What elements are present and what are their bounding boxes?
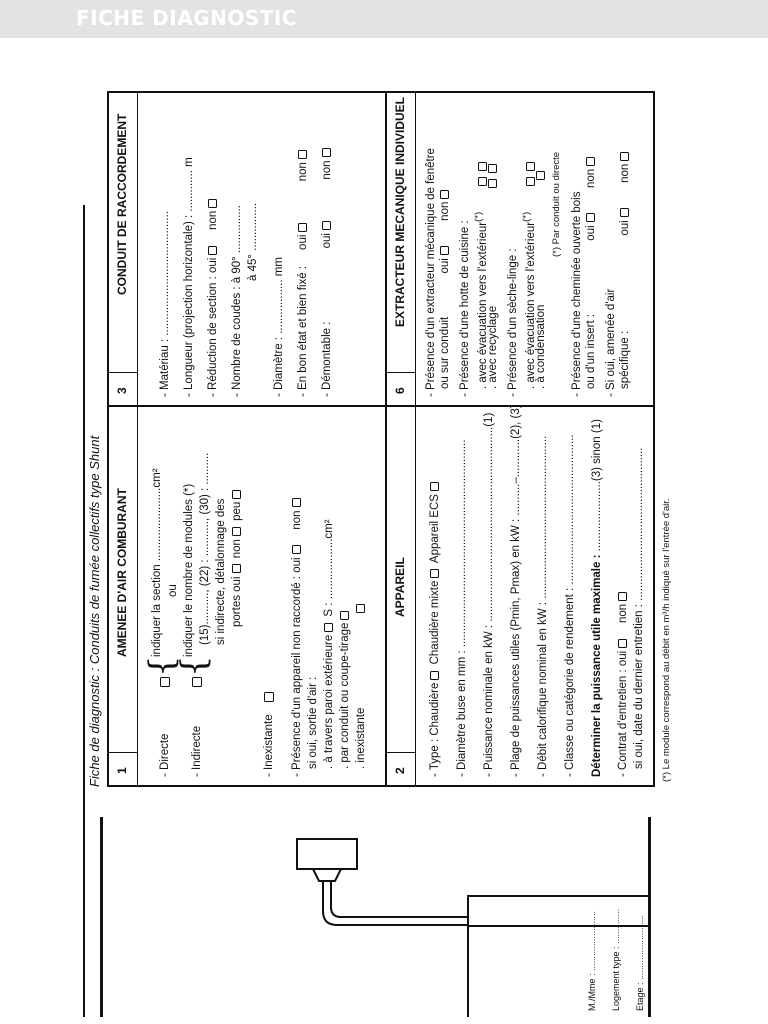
contrat-non-checkbox[interactable]	[618, 592, 627, 601]
debit-calorifique[interactable]: - Débit calorifique nominal en kW : ...................................................	[537, 435, 549, 777]
hotte-evac-checkbox-b[interactable]	[478, 162, 487, 171]
diametre-buse[interactable]: - Diamètre buse en mm : .................................................................	[456, 439, 468, 777]
portes-peu-checkbox[interactable]	[232, 490, 241, 499]
si-oui-sortie: si oui, sortie d'air :	[307, 676, 319, 769]
indiquer-section: indiquer la section .......................cm²	[151, 468, 163, 657]
determiner-row: Déterminer la puissance utile maximale : ......................(3) sinon (1)	[591, 419, 603, 777]
directe-label: - Directe	[159, 733, 171, 777]
inexistante-label: - Inexistante	[263, 714, 275, 777]
table-right-border	[107, 92, 655, 94]
diametre[interactable]: - Diamètre : ................. mm	[273, 257, 285, 397]
portes-oui-checkbox[interactable]	[232, 564, 241, 573]
table-middle-divider	[385, 93, 387, 787]
bon-etat-oui-checkbox[interactable]	[298, 223, 307, 232]
portes-non-checkbox[interactable]	[232, 527, 241, 536]
puissance-nominale[interactable]: - Puissance nominale en kW : .............................................................(1)	[483, 412, 495, 777]
date-entretien[interactable]: si oui, date du dernier entretien : ................................................	[633, 447, 645, 769]
seche-linge-label: - Présence d'un sèche-linge :	[507, 248, 519, 397]
section-number: 6	[393, 387, 407, 394]
seche-evac-row: . avec évacuation vers l'extérieur(*)	[521, 159, 537, 389]
banner-title: FICHE DIAGNOSTIC	[76, 6, 297, 30]
hotte-evacuation-row: . avec évacuation vers l'extérieur(*)	[473, 159, 489, 389]
seche-condensation-checkbox[interactable]	[536, 171, 545, 180]
presence-non-checkbox[interactable]	[292, 498, 301, 507]
plage-puissances[interactable]: - Plage de puissances utiles (Pmin, Pmax) en kW : ..........–............(2), (3)	[510, 404, 522, 777]
appareil-ecs-checkbox[interactable]	[430, 482, 439, 491]
rotated-form-page: Fiche de diagnostic : Conduits de fumée collectifs type Shunt (*) Le module correspond au débit en m³/h indiqué sur l'entrée d'air. Etage : .......................... Logement type : .............. M./Mme : ........................ 1 AMENEE D'AIR COMBURANT - Directe { indiquer la section .......................cm² ou - Indirecte { indiquer le nombre de modules (*) (15).........., (22) : ..........., (30) : .......... si indirecte, détalonnage des portes oui non peu - Inexistante - Présence d'un appareil non raccordé : oui non si oui, sortie d'air : . à travers paroi extérieure S : ...................cm² . par conduit ou coupe-tirage . inexistante 2 APPAREIL - Type : Chaudière Chaudière mixte Appareil ECS - Diamètre buse en mm : ................................................................. - Puissance nominale en kW : .............................................................(1) - Plage de puissances utiles (Pmin, Pmax) en kW : ..........–............(2), (3) - Débit calorifique nominal en kW : ................................................... - Classe ou catégorie de rendement : ............................................... Déterminer la puissance utile maximale : ......................(3) sinon (1) - Contrat d'entretien : oui non si oui, date du dernier entretien : ................................................ 3 CONDUIT DE RACCORDEMENT - Matériau : ....................................... - Longueur (projection horizontale) : ............. m - Réduction de section : oui non - Nombre de coudes : à 90° ............... à 45° ............... - Diamètre : ................. mm - En bon état et bien fixé : oui non - Démontable : oui non 6 EXTRACTEUR MECANIQUE INDIVIDUEL - Présence d'un extracteur mécanique de fenêtre ou sur conduit oui non - Présence d'une hotte de cuisine : . avec évacuation vers l'extérieur(*) . avec recyclage - Présence d'un sèche-linge : . avec évacuation vers l'extérieur(*) . à condensation (*) Par conduit ou directe - Présence d'une cheminée ouverte bois ou d'un insert : oui non - Si oui, amenée d'air spécifique : oui non	[55, 93, 715, 1017]
hotte-evac-checkbox-a[interactable]	[478, 177, 487, 186]
chaudiere-checkbox[interactable]	[430, 671, 439, 680]
materiau[interactable]: - Matériau : .......................................	[159, 211, 171, 397]
cheminee-oui-checkbox[interactable]	[586, 213, 595, 222]
inexistante2-row: . inexistante	[355, 601, 367, 769]
contrat-oui-checkbox[interactable]	[618, 639, 627, 648]
form-footnote: (*) Le module correspond au débit en m³/h indiqué sur l'entrée d'air.	[661, 498, 672, 782]
amenee-air-label: - Si oui, amenée d'air	[605, 288, 617, 397]
section-number: 1	[115, 767, 129, 774]
par-conduit-checkbox[interactable]	[340, 611, 349, 620]
classe-rendement[interactable]: - Classe ou catégorie de rendement : ...............................................	[564, 434, 576, 777]
si-indirecte: si indirecte, détalonnage des	[215, 498, 227, 645]
extracteur-line2: ou sur conduit oui non	[439, 187, 451, 389]
chaudiere-mixte-checkbox[interactable]	[430, 569, 439, 578]
cheminee-label: - Présence d'une cheminée ouverte bois	[571, 191, 583, 397]
section-title: APPAREIL	[393, 557, 407, 617]
form-caption: Fiche de diagnostic : Conduits de fumée collectifs type Shunt	[87, 435, 102, 787]
header-row-line-bottom	[415, 93, 416, 787]
table-bottom-border	[653, 93, 655, 787]
par-conduit-row: . par conduit ou coupe-tirage	[339, 608, 351, 769]
portes-row: portes oui non peu	[231, 487, 243, 627]
section-number: 2	[393, 767, 407, 774]
coudes-45[interactable]: à 45° ...............	[247, 202, 259, 281]
presence-oui-checkbox[interactable]	[292, 545, 301, 554]
table-left-border	[107, 786, 655, 788]
indirecte-label: - Indirecte	[191, 725, 203, 777]
presence-row: - Présence d'un appareil non raccordé : oui non	[291, 495, 303, 777]
hotte-label: - Présence d'une hotte de cuisine :	[459, 220, 471, 397]
section-title: AMENEE D'AIR COMBURANT	[115, 488, 129, 657]
floor-field[interactable]: Etage : ..........................	[635, 914, 645, 1011]
extracteur-non-checkbox[interactable]	[440, 190, 449, 199]
table-column-divider	[107, 406, 655, 408]
coudes-90[interactable]: - Nombre de coudes : à 90° ...............	[231, 205, 243, 397]
hotte-recyclage-row: . avec recyclage	[487, 161, 499, 389]
hotte-recyclage-checkbox-b[interactable]	[488, 164, 497, 173]
contrat-row: - Contrat d'entretien : oui non	[617, 589, 629, 777]
conduit-note: (*) Par conduit ou directe	[551, 151, 562, 257]
amenee-air-row: spécifique : oui non	[619, 149, 631, 389]
longueur[interactable]: - Longueur (projection horizontale) : ............. m	[183, 157, 195, 397]
header-banner	[0, 0, 768, 38]
a-travers-row: . à travers paroi extérieure S : ...................cm²	[323, 519, 335, 769]
ou-label: ou	[167, 584, 179, 597]
amenee-non-checkbox[interactable]	[620, 152, 629, 161]
header-row-line-top	[137, 93, 138, 787]
demontable-oui-checkbox[interactable]	[322, 221, 331, 230]
section-title: CONDUIT DE RACCORDEMENT	[115, 113, 129, 295]
extracteur-oui-checkbox[interactable]	[440, 246, 449, 255]
reduction-oui-checkbox[interactable]	[208, 246, 217, 255]
cheminee-non-checkbox[interactable]	[586, 157, 595, 166]
top-rule	[83, 205, 85, 1017]
demontable-row: - Démontable : oui non	[321, 145, 333, 397]
table-top-border	[107, 93, 109, 787]
demontable-non-checkbox[interactable]	[322, 148, 331, 157]
seche-condensation-row: . à condensation	[535, 168, 547, 389]
amenee-oui-checkbox[interactable]	[620, 208, 629, 217]
reduction-row: - Réduction de section : oui non	[207, 196, 219, 397]
cheminee-row: ou d'un insert : oui non	[585, 154, 597, 389]
name-field[interactable]: M./Mme : ........................	[587, 910, 597, 1011]
boiler-icon	[295, 819, 475, 929]
indirecte-checkbox[interactable]	[192, 677, 202, 687]
seche-evac-checkbox-a[interactable]	[526, 177, 535, 186]
bon-etat-row: - En bon état et bien fixé : oui non	[297, 147, 309, 397]
inexistante2-checkbox[interactable]	[356, 604, 365, 613]
indiquer-modules: indiquer le nombre de modules (*)	[183, 483, 195, 657]
a-travers-checkbox[interactable]	[324, 623, 333, 632]
modules-values: (15).........., (22) : ..........., (30) : ..........	[199, 452, 211, 645]
housing-type-field[interactable]: Logement type : ..............	[611, 908, 621, 1011]
hotte-recyclage-checkbox-a[interactable]	[488, 179, 497, 188]
section-title: EXTRACTEUR MECANIQUE INDIVIDUEL	[393, 96, 407, 327]
section-number: 3	[115, 387, 129, 394]
directe-checkbox[interactable]	[160, 677, 170, 687]
inexistante-checkbox[interactable]	[264, 692, 274, 702]
seche-evac-checkbox-b[interactable]	[526, 162, 535, 171]
type-row: - Type : Chaudière Chaudière mixte Appareil ECS	[429, 479, 441, 777]
reduction-non-checkbox[interactable]	[208, 199, 217, 208]
bon-etat-non-checkbox[interactable]	[298, 150, 307, 159]
extracteur-line1: - Présence d'un extracteur mécanique de fenêtre	[425, 148, 437, 397]
